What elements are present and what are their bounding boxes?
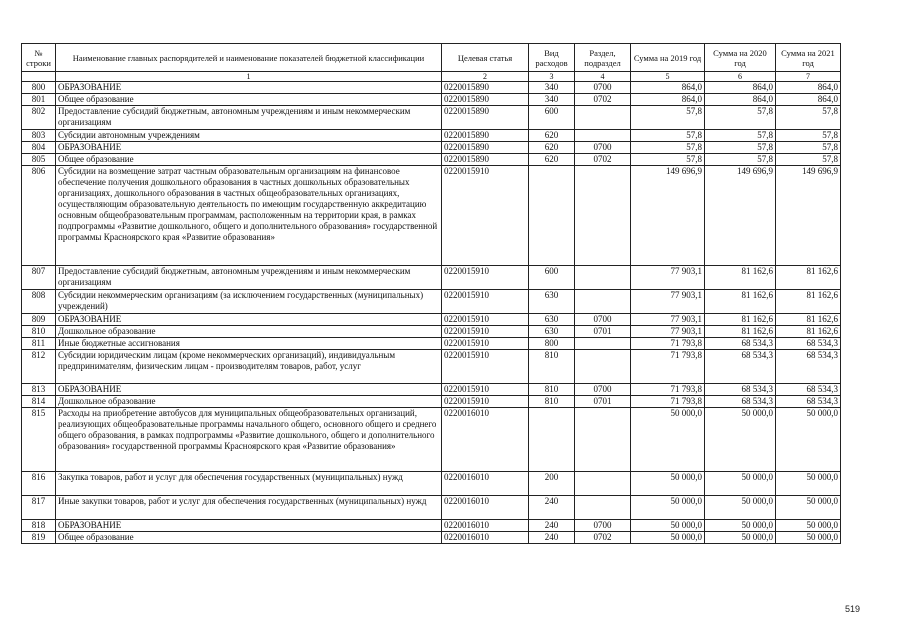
row-name: ОБРАЗОВАНИЕ <box>56 384 442 396</box>
row-section <box>575 338 631 350</box>
row-target-code: 0220016010 <box>442 408 529 472</box>
row-expense-type: 800 <box>529 338 575 350</box>
row-name: Дошкольное образование <box>56 396 442 408</box>
row-expense-type <box>529 166 575 266</box>
table-row <box>22 314 841 326</box>
row-target-code: 0220015890 <box>442 154 529 166</box>
row-section: 0702 <box>575 154 631 166</box>
row-number: 805 <box>22 154 56 166</box>
row-section: 0700 <box>575 384 631 396</box>
row-sum-2021: 50 000,0 <box>776 496 841 520</box>
row-sum-2020: 864,0 <box>705 82 776 94</box>
row-expense-type: 620 <box>529 130 575 142</box>
row-sum-2020: 68 534,3 <box>705 396 776 408</box>
row-sum-2019: 50 000,0 <box>631 520 705 532</box>
header-sum-2020: Сумма на 2020 год <box>705 44 776 72</box>
row-section: 0702 <box>575 532 631 544</box>
table-row <box>22 266 841 290</box>
row-sum-2021: 50 000,0 <box>776 472 841 496</box>
row-number: 803 <box>22 130 56 142</box>
row-sum-2021: 68 534,3 <box>776 350 841 384</box>
row-sum-2021: 68 534,3 <box>776 384 841 396</box>
row-expense-type: 240 <box>529 520 575 532</box>
row-expense-type: 630 <box>529 290 575 314</box>
row-target-code: 0220015890 <box>442 82 529 94</box>
budget-table <box>21 43 841 544</box>
row-sum-2019: 57,8 <box>631 154 705 166</box>
row-sum-2021: 149 696,9 <box>776 166 841 266</box>
table-row <box>22 166 841 266</box>
row-number: 818 <box>22 520 56 532</box>
table-row <box>22 142 841 154</box>
row-sum-2019: 57,8 <box>631 130 705 142</box>
table-row <box>22 106 841 130</box>
row-section: 0701 <box>575 326 631 338</box>
column-number: 2 <box>442 72 529 82</box>
row-number: 807 <box>22 266 56 290</box>
table-row <box>22 496 841 520</box>
row-sum-2019: 71 793,8 <box>631 338 705 350</box>
row-number: 814 <box>22 396 56 408</box>
row-number: 800 <box>22 82 56 94</box>
row-name: ОБРАЗОВАНИЕ <box>56 82 442 94</box>
row-sum-2021: 57,8 <box>776 130 841 142</box>
row-section <box>575 350 631 384</box>
row-sum-2021: 50 000,0 <box>776 520 841 532</box>
row-target-code: 0220015910 <box>442 290 529 314</box>
column-number: 5 <box>631 72 705 82</box>
row-sum-2019: 149 696,9 <box>631 166 705 266</box>
row-sum-2019: 50 000,0 <box>631 408 705 472</box>
row-sum-2020: 68 534,3 <box>705 338 776 350</box>
row-section: 0700 <box>575 520 631 532</box>
row-name: Дошкольное образование <box>56 326 442 338</box>
row-target-code: 0220015890 <box>442 142 529 154</box>
row-name: ОБРАЗОВАНИЕ <box>56 314 442 326</box>
row-section <box>575 106 631 130</box>
header-section: Раздел, подраздел <box>575 44 631 72</box>
row-sum-2019: 77 903,1 <box>631 266 705 290</box>
table-row <box>22 520 841 532</box>
row-expense-type: 600 <box>529 106 575 130</box>
table-row <box>22 396 841 408</box>
row-expense-type: 810 <box>529 396 575 408</box>
row-number: 809 <box>22 314 56 326</box>
row-number: 808 <box>22 290 56 314</box>
table-row <box>22 472 841 496</box>
row-expense-type <box>529 408 575 472</box>
row-name: Иные бюджетные ассигнования <box>56 338 442 350</box>
row-name: Расходы на приобретение автобусов для муниципальных общеобразовательных организаций, реализующих общеобразовательные программы начального общего, основного общего и среднего общего образования, в рамках подпрограммы «Развитие дошкольного, общего и дополнительного образования» государственной программы Красноярского края «Развитие образования» <box>56 408 442 472</box>
table-row <box>22 326 841 338</box>
row-name: ОБРАЗОВАНИЕ <box>56 142 442 154</box>
row-number: 819 <box>22 532 56 544</box>
header-sum-2021: Сумма на 2021 год <box>776 44 841 72</box>
row-sum-2019: 71 793,8 <box>631 384 705 396</box>
page-number: 519 <box>845 604 861 614</box>
row-target-code: 0220016010 <box>442 496 529 520</box>
header-expense-type: Вид расходов <box>529 44 575 72</box>
row-section: 0700 <box>575 314 631 326</box>
row-sum-2020: 57,8 <box>705 130 776 142</box>
row-target-code: 0220015890 <box>442 130 529 142</box>
row-expense-type: 810 <box>529 350 575 384</box>
header-row <box>22 44 841 72</box>
row-expense-type: 620 <box>529 154 575 166</box>
row-sum-2021: 864,0 <box>776 94 841 106</box>
row-name: Субсидии автономным учреждениям <box>56 130 442 142</box>
row-sum-2020: 68 534,3 <box>705 384 776 396</box>
row-sum-2021: 57,8 <box>776 106 841 130</box>
row-sum-2020: 50 000,0 <box>705 532 776 544</box>
row-sum-2019: 57,8 <box>631 142 705 154</box>
row-sum-2020: 864,0 <box>705 94 776 106</box>
row-sum-2019: 77 903,1 <box>631 326 705 338</box>
row-sum-2020: 50 000,0 <box>705 496 776 520</box>
row-sum-2019: 50 000,0 <box>631 496 705 520</box>
column-number: 1 <box>56 72 442 82</box>
row-section <box>575 472 631 496</box>
row-sum-2020: 57,8 <box>705 106 776 130</box>
table-row <box>22 532 841 544</box>
table-row <box>22 338 841 350</box>
row-sum-2021: 68 534,3 <box>776 338 841 350</box>
row-sum-2019: 864,0 <box>631 94 705 106</box>
row-sum-2020: 50 000,0 <box>705 520 776 532</box>
row-sum-2021: 57,8 <box>776 142 841 154</box>
row-number: 817 <box>22 496 56 520</box>
header-name: Наименование главных распорядителей и наименование показателей бюджетной классификации <box>56 44 442 72</box>
column-number: 4 <box>575 72 631 82</box>
row-sum-2020: 57,8 <box>705 142 776 154</box>
row-sum-2020: 81 162,6 <box>705 314 776 326</box>
row-sum-2021: 50 000,0 <box>776 408 841 472</box>
row-sum-2021: 81 162,6 <box>776 314 841 326</box>
row-name: Субсидии на возмещение затрат частным образовательным организациям на финансовое обеспечение получения дошкольного образования в частных дошкольных образовательных организациях, дошкольного образования в частных общеобразовательных организациях, осуществляющим образовательную деятельность по имеющим государственную аккредитацию основным общеобразовательным программам, расположенным на территории края, в рамках подпрограммы «Развитие дошкольного, общего и дополнительного образования» государственной программы Красноярского края «Развитие образования» <box>56 166 442 266</box>
column-number-row <box>22 72 841 82</box>
row-name: Иные закупки товаров, работ и услуг для обеспечения государственных (муниципальных) нужд <box>56 496 442 520</box>
row-expense-type: 200 <box>529 472 575 496</box>
row-name: Общее образование <box>56 94 442 106</box>
row-name: Субсидии некоммерческим организациям (за исключением государственных (муниципальных) учреждений) <box>56 290 442 314</box>
row-number: 804 <box>22 142 56 154</box>
table-row <box>22 290 841 314</box>
row-target-code: 0220016010 <box>442 532 529 544</box>
row-section <box>575 166 631 266</box>
row-sum-2019: 50 000,0 <box>631 472 705 496</box>
row-target-code: 0220015910 <box>442 396 529 408</box>
row-sum-2020: 81 162,6 <box>705 326 776 338</box>
row-sum-2019: 864,0 <box>631 82 705 94</box>
row-target-code: 0220015910 <box>442 350 529 384</box>
column-number <box>22 72 56 82</box>
column-number: 6 <box>705 72 776 82</box>
row-name: Закупка товаров, работ и услуг для обеспечения государственных (муниципальных) нужд <box>56 472 442 496</box>
row-name: Общее образование <box>56 532 442 544</box>
row-sum-2019: 71 793,8 <box>631 350 705 384</box>
row-target-code: 0220015910 <box>442 384 529 396</box>
row-sum-2019: 77 903,1 <box>631 314 705 326</box>
row-target-code: 0220015910 <box>442 266 529 290</box>
row-number: 801 <box>22 94 56 106</box>
row-section: 0700 <box>575 142 631 154</box>
row-sum-2020: 50 000,0 <box>705 408 776 472</box>
row-target-code: 0220015910 <box>442 326 529 338</box>
row-sum-2020: 149 696,9 <box>705 166 776 266</box>
row-name: ОБРАЗОВАНИЕ <box>56 520 442 532</box>
row-section <box>575 408 631 472</box>
row-target-code: 0220015910 <box>442 338 529 350</box>
row-target-code: 0220015910 <box>442 166 529 266</box>
row-expense-type: 600 <box>529 266 575 290</box>
row-number: 802 <box>22 106 56 130</box>
row-number: 812 <box>22 350 56 384</box>
row-sum-2021: 81 162,6 <box>776 326 841 338</box>
table-row <box>22 94 841 106</box>
column-number: 3 <box>529 72 575 82</box>
header-sum-2019: Сумма на 2019 год <box>631 44 705 72</box>
row-number: 810 <box>22 326 56 338</box>
row-name: Предоставление субсидий бюджетным, автономным учреждениям и иным некоммерческим организациям <box>56 266 442 290</box>
row-name: Предоставление субсидий бюджетным, автономным учреждениям и иным некоммерческим организациям <box>56 106 442 130</box>
row-section <box>575 130 631 142</box>
row-target-code: 0220016010 <box>442 472 529 496</box>
row-section: 0701 <box>575 396 631 408</box>
row-sum-2021: 68 534,3 <box>776 396 841 408</box>
table-row <box>22 350 841 384</box>
row-sum-2020: 81 162,6 <box>705 266 776 290</box>
row-sum-2020: 81 162,6 <box>705 290 776 314</box>
row-section <box>575 290 631 314</box>
column-number: 7 <box>776 72 841 82</box>
header-target: Целевая статья <box>442 44 529 72</box>
row-section <box>575 496 631 520</box>
table-row <box>22 384 841 396</box>
row-sum-2021: 57,8 <box>776 154 841 166</box>
row-name: Субсидии юридическим лицам (кроме некоммерческих организаций), индивидуальным предпринимателям, физическим лицам - производителям товаров, работ, услуг <box>56 350 442 384</box>
row-target-code: 0220015910 <box>442 314 529 326</box>
row-section: 0700 <box>575 82 631 94</box>
row-sum-2020: 50 000,0 <box>705 472 776 496</box>
table-body <box>22 82 841 544</box>
row-section: 0702 <box>575 94 631 106</box>
row-sum-2019: 57,8 <box>631 106 705 130</box>
row-sum-2021: 81 162,6 <box>776 290 841 314</box>
row-expense-type: 620 <box>529 142 575 154</box>
row-sum-2020: 68 534,3 <box>705 350 776 384</box>
row-expense-type: 340 <box>529 82 575 94</box>
row-sum-2019: 50 000,0 <box>631 532 705 544</box>
row-sum-2020: 57,8 <box>705 154 776 166</box>
row-target-code: 0220015890 <box>442 106 529 130</box>
header-row-no: № строки <box>22 44 56 72</box>
table-row <box>22 154 841 166</box>
row-expense-type: 630 <box>529 326 575 338</box>
row-expense-type: 240 <box>529 496 575 520</box>
row-number: 813 <box>22 384 56 396</box>
row-sum-2021: 864,0 <box>776 82 841 94</box>
row-sum-2019: 77 903,1 <box>631 290 705 314</box>
row-target-code: 0220015890 <box>442 94 529 106</box>
row-expense-type: 240 <box>529 532 575 544</box>
table-row <box>22 408 841 472</box>
row-number: 816 <box>22 472 56 496</box>
row-sum-2021: 50 000,0 <box>776 532 841 544</box>
row-target-code: 0220016010 <box>442 520 529 532</box>
table-row <box>22 130 841 142</box>
row-expense-type: 630 <box>529 314 575 326</box>
row-expense-type: 810 <box>529 384 575 396</box>
row-sum-2021: 81 162,6 <box>776 266 841 290</box>
row-expense-type: 340 <box>529 94 575 106</box>
row-number: 815 <box>22 408 56 472</box>
row-sum-2019: 71 793,8 <box>631 396 705 408</box>
row-name: Общее образование <box>56 154 442 166</box>
row-number: 806 <box>22 166 56 266</box>
row-number: 811 <box>22 338 56 350</box>
table-row <box>22 82 841 94</box>
row-section <box>575 266 631 290</box>
